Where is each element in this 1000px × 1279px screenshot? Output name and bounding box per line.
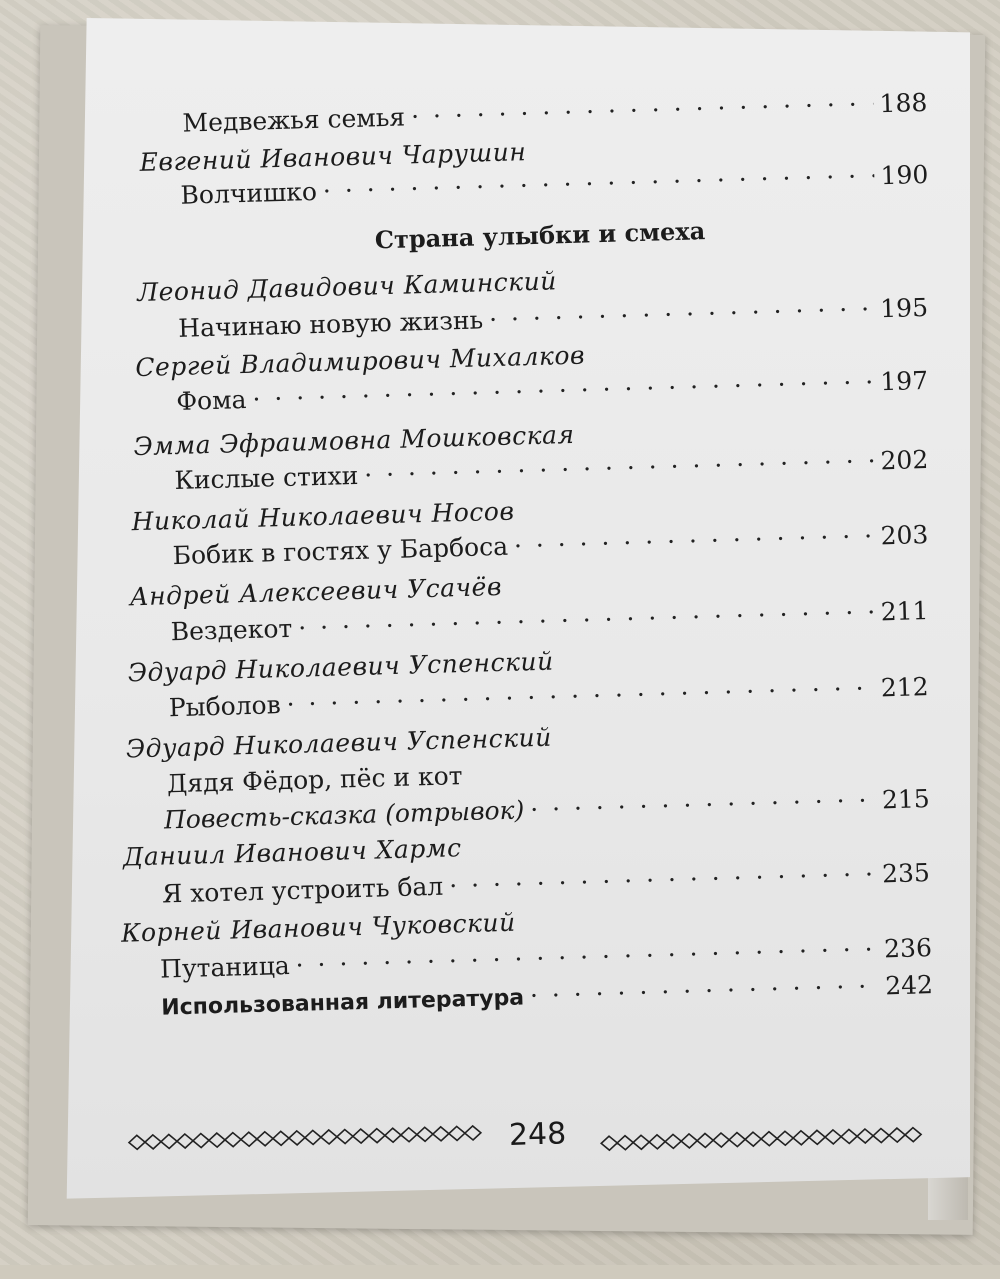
entry-page: 190 (880, 159, 929, 191)
section-heading: Страна улыбки и смеха (374, 216, 706, 255)
author-name: Леонид Давидович Каминский (136, 266, 558, 308)
entry-page: 188 (879, 87, 928, 119)
entry-title: Волчишко (180, 176, 318, 210)
entry-title: Кислые стихи (174, 460, 359, 496)
diamond-chain-icon (599, 1124, 929, 1153)
entry-title: Использованная литература (160, 985, 525, 1021)
dot-leader (489, 294, 875, 334)
page-number: 248 (508, 1116, 567, 1153)
entry-page: 195 (879, 292, 929, 324)
dot-leader (530, 972, 880, 1011)
diamond-chain-icon (127, 1123, 487, 1153)
entry-title: Дядя Фёдор, пёс и кот (166, 761, 463, 799)
entry-page: 197 (879, 365, 929, 397)
entry-title: Повесть-сказка (отрывок) (163, 795, 525, 835)
entry-page: 212 (880, 672, 929, 703)
author-name: Даниил Иванович Хармс (122, 833, 462, 872)
entry-page: 215 (881, 784, 931, 815)
author-name: Евгений Иванович Чарушин (139, 137, 527, 177)
entry-page: 242 (884, 970, 934, 1001)
entry-page: 211 (880, 596, 929, 627)
author-name: Андрей Алексеевич Усачёв (129, 571, 503, 612)
dot-leader (411, 89, 874, 131)
dot-leader (364, 446, 875, 489)
entry-page: 236 (883, 933, 933, 964)
entry-page: 235 (881, 858, 931, 889)
entry-title: Путаница (159, 951, 291, 984)
entry-page: 203 (880, 520, 929, 551)
entry-title: Медвежья семья (182, 102, 406, 138)
author-name: Корней Иванович Чуковский (120, 907, 517, 948)
dot-leader (530, 786, 877, 825)
author-name: Эдуард Николаевич Успенский (127, 646, 555, 688)
dot-leader (298, 598, 875, 643)
author-name: Эдуард Николаевич Успенский (125, 722, 553, 764)
entry-title: Бобик в гостях у Барбоса (172, 531, 509, 571)
entry-title: Я хотел устроить бал (161, 871, 444, 909)
dot-leader (449, 860, 877, 901)
author-name: Сергей Владимирович Михалков (134, 340, 586, 383)
toc-entry (182, 88, 928, 138)
entry-title: Начинаю новую жизнь (177, 305, 484, 343)
dot-leader (514, 522, 875, 561)
entry-page: 202 (880, 444, 929, 476)
entry-title: Рыболов (168, 690, 282, 723)
entry-title: Вездекот (170, 613, 293, 647)
entry-title: Фома (175, 385, 247, 416)
author-name: Эмма Эфраимовна Мошковская (133, 419, 575, 462)
author-name: Николай Николаевич Носов (131, 496, 515, 537)
